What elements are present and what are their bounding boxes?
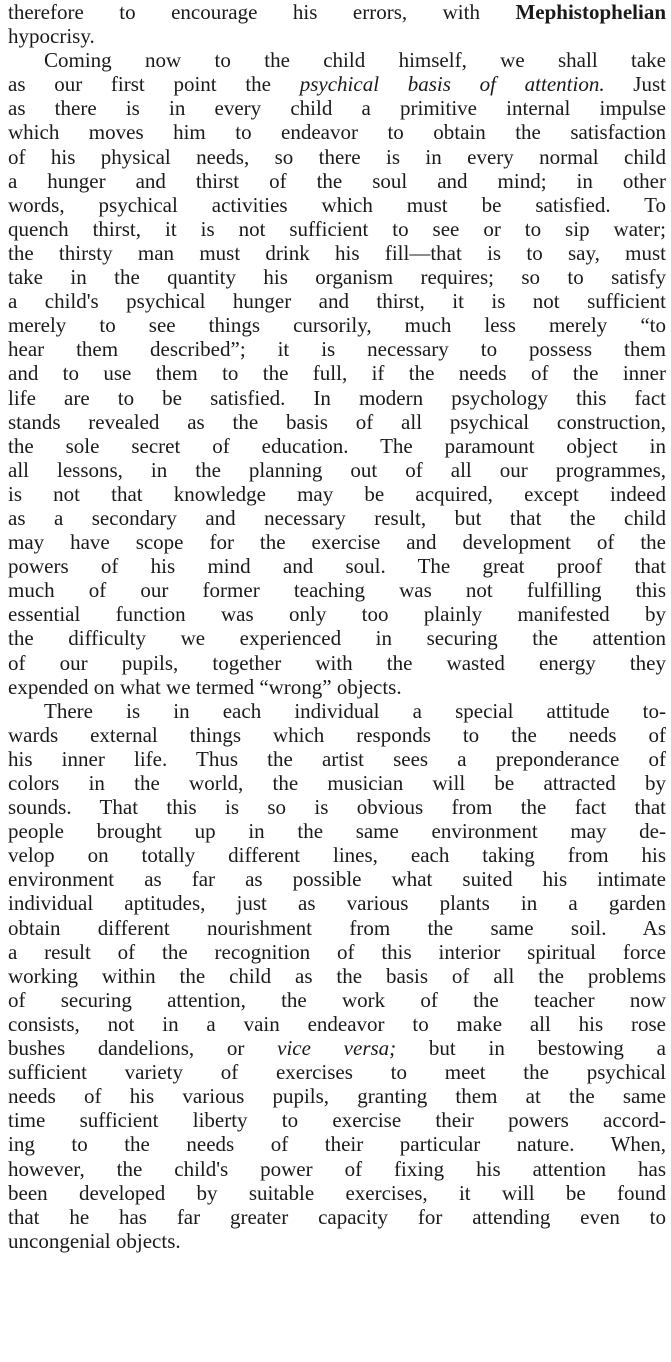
text-line: obtain different nourishment from the same soil. As — [8, 915, 666, 940]
text-line: life are to be satisfied. In modern psychology this fact — [8, 385, 666, 410]
text-line: environment as far as possible what suited his intimate — [8, 867, 666, 892]
text-line: which moves him to endeavor to obtain the satisfaction — [8, 120, 666, 145]
text-line: expended on what we termed “wrong” objects. — [8, 674, 402, 699]
text-line: wards external things which responds to the needs of — [8, 722, 666, 747]
text-line: is not that knowledge may be acquired, except indeed — [8, 481, 666, 506]
text-line: quench thirst, it is not sufficient to see or to sip water; — [8, 216, 666, 241]
text-line: take in the quantity his organism requires; so to satisfy — [8, 265, 666, 290]
text-line: the thirsty man must drink his fill—that is to say, must — [8, 240, 666, 265]
text-line: a result of the recognition of this interior spiritual force — [8, 939, 666, 964]
paragraph-1 — [8, 0, 666, 48]
text-line: uncongenial objects. — [8, 1228, 181, 1253]
text-line: a hunger and thirst of the soul and mind; in other — [8, 168, 666, 193]
text-line: therefore to encourage his errors, with Mephistophelian — [8, 0, 666, 24]
text-line: needs of his various pupils, granting them at the same — [8, 1084, 666, 1109]
text-line: may have scope for the exercise and development of the — [8, 530, 666, 555]
text-line: of his physical needs, so there is in every normal child — [8, 144, 666, 169]
text-line: words, psychical activities which must be satisfied. To — [8, 192, 666, 217]
text-line: sounds. That this is so is obvious from the fact that — [8, 795, 666, 820]
text-line: as there is in every child a primitive internal impulse — [8, 96, 666, 121]
text-line: all lessons, in the planning out of all our programmes, — [8, 457, 666, 482]
bold-word: Mephistophelian — [515, 0, 666, 24]
text-line: hear them described”; it is necessary to possess them — [8, 337, 666, 362]
text-line: time sufficient liberty to exercise their powers accord- — [8, 1108, 666, 1133]
text-line: sufficient variety of exercises to meet the psychical — [8, 1060, 666, 1085]
text-line: much of our former teaching was not fulfilling this — [8, 578, 666, 603]
text-line: people brought up in the same environment may de- — [8, 819, 666, 844]
text-line-italic: bushes dandelions, or vice versa; but in bestowing a — [8, 1036, 666, 1061]
text-line: hypocrisy. — [8, 24, 95, 49]
text-line: individual aptitudes, just as various plants in a garden — [8, 891, 666, 916]
text-line: consists, not in a vain endeavor to make all his rose — [8, 1011, 666, 1036]
paragraph-3 — [8, 699, 666, 1253]
text-line: ing to the needs of their particular nature. When, — [8, 1132, 666, 1157]
text-line: essential function was only too plainly manifested by — [8, 602, 666, 627]
text-line: a child's psychical hunger and thirst, it is not sufficient — [8, 289, 666, 314]
text-line: velop on totally different lines, each taking from his — [8, 843, 666, 868]
paragraph-2 — [8, 48, 666, 699]
text-line: working within the child as the basis of all the problems — [8, 963, 666, 988]
text-line: his inner life. Thus the artist sees a preponderance of — [8, 746, 666, 771]
text-line: of securing attention, the work of the teacher now — [8, 987, 666, 1012]
text-line: merely to see things cursorily, much less merely “to — [8, 313, 666, 338]
text-line: of our pupils, together with the wasted energy they — [8, 650, 666, 675]
text-line: Coming now to the child himself, we shall take — [44, 48, 666, 73]
text-line: been developed by suitable exercises, it will be found — [8, 1180, 666, 1205]
text-line: the difficulty we experienced in securing the attention — [8, 626, 666, 651]
italic-phrase: psychical basis of attention. — [299, 72, 605, 97]
text-line-italic: as our first point the psychical basis of attention. Just — [8, 72, 666, 97]
text-line: and to use them to the full, if the needs of the inner — [8, 361, 666, 386]
text-line: that he has far greater capacity for attending even to — [8, 1204, 666, 1229]
text-line: as a secondary and necessary result, but that the child — [8, 505, 666, 530]
text-line: however, the child's power of fixing his attention has — [8, 1156, 666, 1181]
document-page — [8, 0, 666, 1253]
text-line: stands revealed as the basis of all psychical construction, — [8, 409, 666, 434]
italic-phrase: vice versa; — [277, 1036, 397, 1061]
text-line: the sole secret of education. The paramount object in — [8, 433, 666, 458]
text-line: There is in each individual a special attitude to- — [44, 698, 666, 723]
text-line: colors in the world, the musician will be attracted by — [8, 771, 666, 795]
text-line: powers of his mind and soul. The great proof that — [8, 554, 666, 579]
